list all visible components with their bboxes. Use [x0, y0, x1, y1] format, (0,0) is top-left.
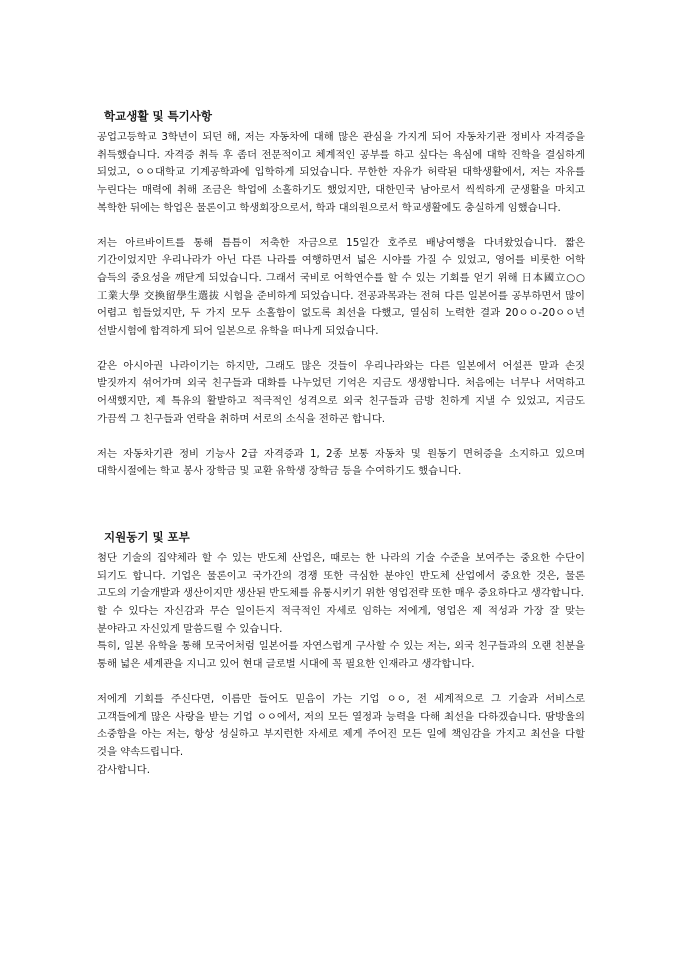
paragraph: 첨단 기술의 집약체라 할 수 있는 반도체 산업은, 때로는 한 나라의 기술 수준을 보여주는 중요한 수단이 되기도 합니다. 기업은 물론이고 국가간의 경쟁 또한 극심한 분야인 반도체 산업에서 중요한 것은, 물론 고도의 기술개발과 생산이지만 생산된 반도체를 유통시키기 위한 영업전략 또한 매우 중요하다고 생각합니다. [97, 551, 585, 600]
paragraph: 저는 자동차기관 정비 기능사 2급 자격증과 1, 2종 보통 자동차 및 원동기 면허증을 소지하고 있으며 대학시절에는 학교 봉사 장학금 및 교환 유학생 장학금 등을 수여하기도 했습니다. [97, 447, 585, 478]
paragraph: 할 수 있다는 자신감과 무슨 일이든지 적극적인 자세로 임하는 저에게, 영업은 제 적성과 가장 잘 맞는 분야라고 자신있게 말씀드릴 수 있습니다. [97, 605, 585, 635]
closing-line: 감사합니다. [97, 763, 151, 776]
section-activities [97, 107, 585, 481]
document-page [97, 107, 585, 779]
paragraph: 공업고등학교 3학년이 되던 해, 저는 자동차에 대해 많은 관심을 가지게 되어 자동차기관 정비사 자격증을 취득했습니다. 자격증 취득 후 좀더 전문적이고 체계적인 공부를 하고 싶다는 욕심에 대학 진학을 결심하게 되었고, ㅇㅇ대학교 기계공학과에 입학하게 되었습니다. 무한한 자유가 허락된 대학생활에서, 저는 자유를 누린다는 매력에 취해 조금은 학업에 소홀하기도 했었지만, 대한민국 남아로서 씩씩하게 군생활을 마치고 복학한 뒤에는 학업은 물론이고 학생회장으로서, 학과 대의원으로서 학교생활에도 충실하게 임했습니다. [97, 131, 585, 214]
paragraph: 같은 아시아권 나라이기는 하지만, 그래도 많은 것들이 우리나라와는 다른 일본에서 어설픈 말과 손짓 발짓까지 섞어가며 외국 친구들과 대화를 나누었던 기억은 지금도 생생합니다. 처음에는 너무나 서먹하고 어색했지만, 제 특유의 활발하고 적극적인 성격으로 외국 친구들과 금방 친하게 지낼 수 있었고, 지금도 가끔씩 그 친구들과 연락을 취하며 서로의 소식을 전하곤 합니다. [97, 359, 585, 425]
section-heading: 학교생활 및 특기사항 [104, 109, 212, 123]
paragraph: 특히, 일본 유학을 통해 모국어처럼 일본어를 자연스럽게 구사할 수 있는 저는, 외국 친구들과의 오랜 친분을 통해 넓은 세계관을 지니고 있어 현대 글로벌 시대에 꼭 필요한 인재라고 생각합니다. [97, 640, 585, 671]
section-heading: 지원동기 및 포부 [104, 529, 190, 544]
section-motivation [97, 528, 585, 779]
paragraph: 저는 아르바이트를 통해 틈틈이 저축한 자금으로 15일간 호주로 배낭여행을 다녀왔었습니다. 짧은 기간이었지만 우리나라가 아닌 다른 나라를 여행하면서 넓은 시야를 가질 수 있었고, 영어를 비롯한 어학 습득의 중요성을 깨닫게 되었습니다. 그래서 국비로 어학연수를 할 수 있는 기회를 얻기 위해 日本國立○○工業大學 交換留學生選拔 시험을 준비하게 되었습니다. 전공과목과는 전혀 다른 일본어를 공부하면서 많이 어렵고 힘들었지만, 두 가지 모두 소홀함이 없도록 최선을 다했고, 열심히 노력한 결과 20ㅇㅇ-20ㅇㅇ년 선발시험에 합격하게 되어 일본으로 유학을 떠나게 되었습니다. [97, 236, 585, 338]
paragraph: 저에게 기회를 주신다면, 이름만 들어도 믿음이 가는 기업 ㅇㅇ, 전 세계적으로 그 기술과 서비스로 고객들에게 많은 사랑을 받는 기업 ㅇㅇ에서, 저의 모든 열정과 능력을 다해 최선을 다하겠습니다. 땀방울의 소중함을 아는 저는, 항상 성실하고 부지런한 자세로 제게 주어진 모든 일에 책임감을 가지고 최선을 다할 것을 약속드립니다. [97, 692, 585, 758]
